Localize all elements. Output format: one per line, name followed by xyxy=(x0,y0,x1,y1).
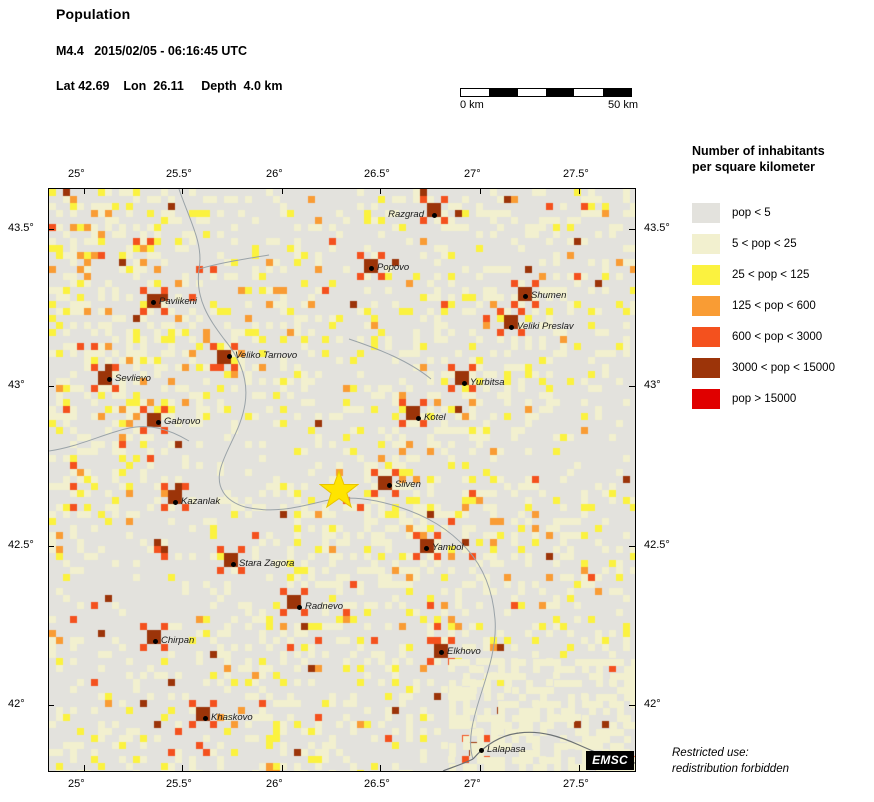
scale-label-max: 50 km xyxy=(608,99,638,111)
city-label: Pavlikeni xyxy=(159,296,198,307)
legend-title-line2: per square kilometer xyxy=(692,160,815,174)
city-dot-icon xyxy=(173,500,178,505)
city-dot-icon xyxy=(369,266,374,271)
axis-tick xyxy=(629,705,635,706)
legend-swatch xyxy=(692,358,720,378)
legend-label: pop > 15000 xyxy=(732,392,797,405)
legend-row xyxy=(692,321,872,352)
legend-label: 3000 < pop < 15000 xyxy=(732,361,835,374)
city-dot-icon xyxy=(231,562,236,567)
axis-tick xyxy=(84,765,85,771)
axis-label-longitude: 27.5° xyxy=(563,778,589,790)
axis-tick xyxy=(380,188,381,194)
legend-row xyxy=(692,228,872,259)
axis-tick xyxy=(48,386,54,387)
legend-label: pop < 5 xyxy=(732,206,771,219)
axis-label-longitude: 25° xyxy=(68,778,85,790)
axis-label-longitude: 26° xyxy=(266,778,283,790)
city-label: Shumen xyxy=(531,290,567,301)
axis-label-longitude: 27.5° xyxy=(563,168,589,180)
map-frame[interactable] xyxy=(48,188,636,772)
legend-label: 125 < pop < 600 xyxy=(732,299,816,312)
restricted-line2: redistribution forbidden xyxy=(672,763,789,775)
axis-tick xyxy=(380,765,381,771)
axis-tick xyxy=(182,765,183,771)
axis-tick xyxy=(282,188,283,194)
city-dot-icon xyxy=(439,650,444,655)
city-dot-icon xyxy=(479,748,484,753)
axis-tick xyxy=(48,705,54,706)
legend-swatch xyxy=(692,389,720,409)
axis-label-longitude: 25.5° xyxy=(166,778,192,790)
axis-label-longitude: 25° xyxy=(68,168,85,180)
scale-segment xyxy=(518,89,546,96)
legend xyxy=(692,143,872,414)
city-label: Chirpan xyxy=(161,635,195,646)
axis-tick xyxy=(629,546,635,547)
city-dot-icon xyxy=(462,381,467,386)
legend-row xyxy=(692,383,872,414)
restricted-use-note xyxy=(672,745,789,777)
legend-row xyxy=(692,290,872,321)
axis-tick xyxy=(480,765,481,771)
city-dot-icon xyxy=(387,483,392,488)
axis-label-longitude: 27° xyxy=(464,168,481,180)
scale-segment xyxy=(574,89,602,96)
legend-swatch xyxy=(692,327,720,347)
axis-tick xyxy=(629,229,635,230)
event-hypocenter: Lat 42.69 Lon 26.11 Depth 4.0 km xyxy=(56,79,283,93)
axis-label-latitude: 42° xyxy=(8,698,25,710)
page-title: Population xyxy=(56,6,131,22)
axis-label-longitude: 25.5° xyxy=(166,168,192,180)
scale-label-min: 0 km xyxy=(460,99,484,111)
axis-tick xyxy=(579,188,580,194)
map-container[interactable] xyxy=(8,168,670,790)
axis-label-longitude: 26.5° xyxy=(364,168,390,180)
axis-label-latitude: 42.5° xyxy=(8,539,34,551)
legend-row xyxy=(692,352,872,383)
city-dot-icon xyxy=(424,546,429,551)
city-dot-icon xyxy=(509,325,514,330)
city-label: Kotel xyxy=(424,412,446,423)
axis-label-longitude: 26° xyxy=(266,168,283,180)
axis-label-latitude: 43° xyxy=(644,379,661,391)
city-label: Stara Zagora xyxy=(239,558,295,569)
map-scale-bar xyxy=(460,88,638,113)
city-dot-icon xyxy=(203,716,208,721)
scale-segment xyxy=(461,89,489,96)
axis-label-latitude: 43.5° xyxy=(644,222,670,234)
scale-bar-segments xyxy=(460,88,632,97)
city-label: Radnevo xyxy=(305,601,344,612)
city-label: Veliki Preslav xyxy=(517,321,574,332)
city-dot-icon xyxy=(151,300,156,305)
legend-swatch xyxy=(692,203,720,223)
legend-row xyxy=(692,259,872,290)
legend-label: 600 < pop < 3000 xyxy=(732,330,823,343)
legend-swatch xyxy=(692,234,720,254)
city-label: Razgrad xyxy=(388,209,424,220)
city-dot-icon xyxy=(227,354,232,359)
city-label: Sevlievo xyxy=(115,373,151,384)
city-label: Elkhovo xyxy=(447,646,481,657)
legend-label: 5 < pop < 25 xyxy=(732,237,797,250)
header xyxy=(56,6,282,93)
axis-label-latitude: 43.5° xyxy=(8,222,34,234)
axis-label-longitude: 26.5° xyxy=(364,778,390,790)
emsc-badge: EMSC xyxy=(586,751,634,770)
city-dot-icon xyxy=(153,639,158,644)
city-dot-icon xyxy=(107,377,112,382)
scale-segment xyxy=(546,89,574,96)
legend-items xyxy=(692,197,872,414)
city-label: Khaskovo xyxy=(211,712,253,723)
axis-tick xyxy=(182,188,183,194)
city-dot-icon xyxy=(156,420,161,425)
legend-title-line1: Number of inhabitants xyxy=(692,144,825,158)
legend-swatch xyxy=(692,265,720,285)
axis-label-latitude: 42° xyxy=(644,698,661,710)
epicenter-star-icon xyxy=(319,470,359,510)
city-label: Lalapasa xyxy=(487,744,526,755)
city-dot-icon xyxy=(523,294,528,299)
axis-tick xyxy=(84,188,85,194)
city-dot-icon xyxy=(416,416,421,421)
axis-tick xyxy=(48,229,54,230)
city-label: Kazanlak xyxy=(181,496,221,507)
axis-label-latitude: 43° xyxy=(8,379,25,391)
legend-label: 25 < pop < 125 xyxy=(732,268,810,281)
event-magnitude-time: M4.4 2015/02/05 - 06:16:45 UTC xyxy=(56,44,248,58)
legend-row xyxy=(692,197,872,228)
city-label: Gabrovo xyxy=(164,416,201,427)
city-label: Popovo xyxy=(377,262,410,273)
city-label: Yurbitsa xyxy=(470,377,505,388)
scale-segment xyxy=(489,89,517,96)
city-label: Veliko Tarnovo xyxy=(235,350,298,361)
axis-tick xyxy=(579,765,580,771)
restricted-line1: Restricted use: xyxy=(672,747,749,759)
city-label: Sliven xyxy=(395,479,421,490)
axis-tick xyxy=(480,188,481,194)
axis-tick xyxy=(48,546,54,547)
city-dot-icon xyxy=(297,605,302,610)
axis-label-longitude: 27° xyxy=(464,778,481,790)
city-label: Yambol xyxy=(432,542,464,553)
axis-tick xyxy=(629,386,635,387)
city-dot-icon xyxy=(432,213,437,218)
axis-tick xyxy=(282,765,283,771)
axis-label-latitude: 42.5° xyxy=(644,539,670,551)
scale-segment xyxy=(603,89,631,96)
legend-swatch xyxy=(692,296,720,316)
